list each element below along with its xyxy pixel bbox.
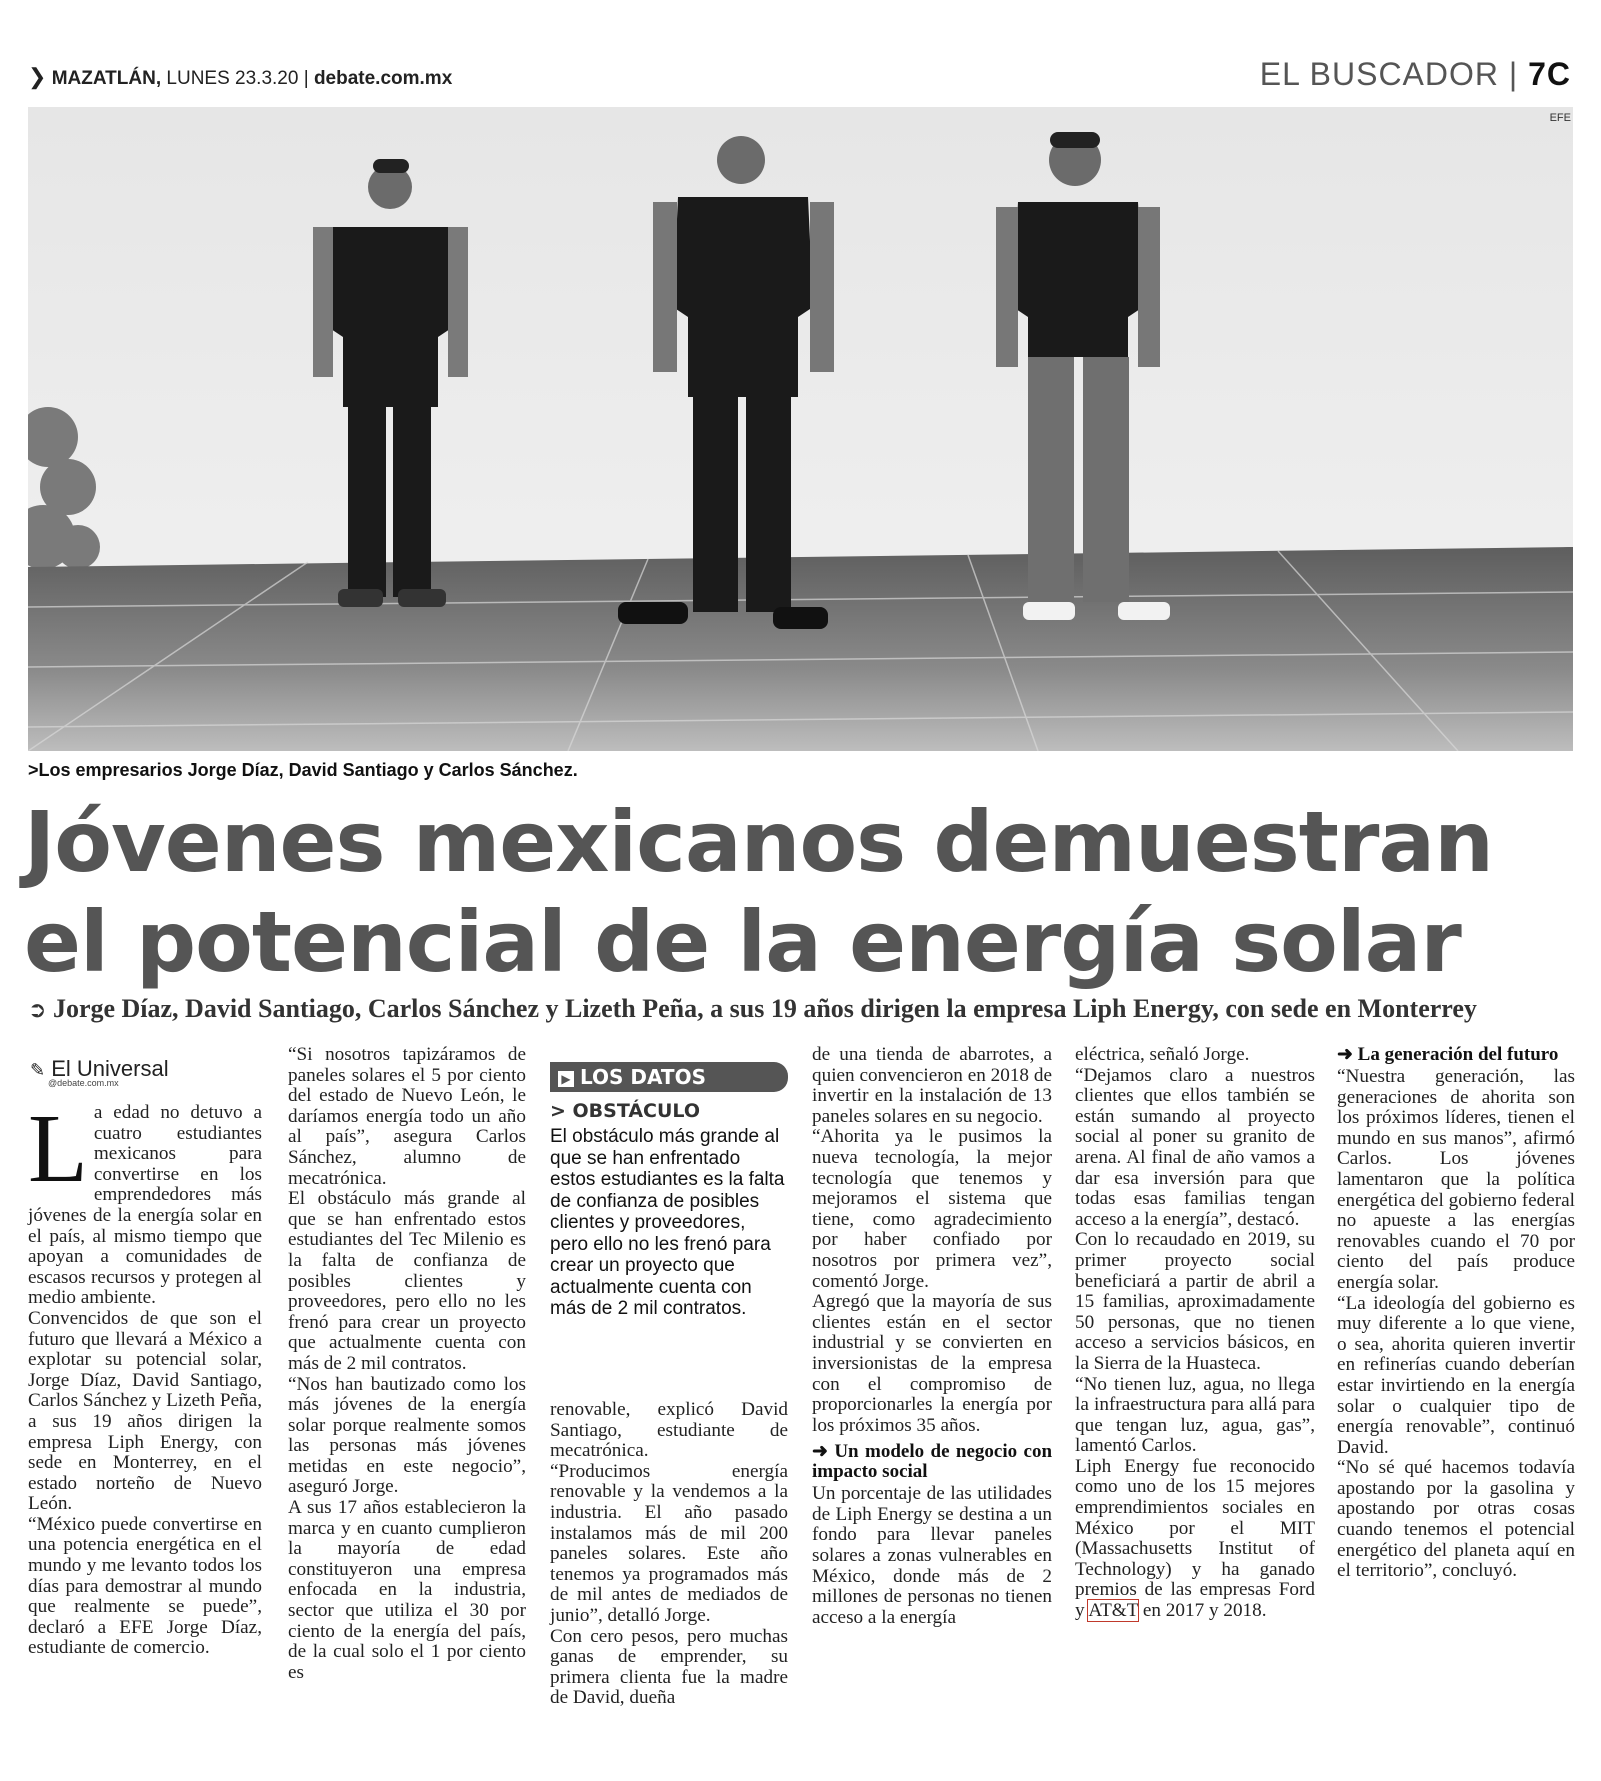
section-subhead [1337,1045,1575,1065]
paragraph: Convencidos de que son el futuro que llevará a México a explotar su potencial solar, Jorge Díaz, David Santiago, Carlos Sánchez y Lizeth Peña, a sus 19 años dirigen la empresa Liph Energy, con sede en Monterrey, en el estado norteño de Nuevo León. [28,1307,262,1515]
article-column-1 [28,1095,262,1659]
lead-photo [28,107,1573,751]
att-link[interactable]: AT&T [1088,1600,1139,1622]
page-header-right [1260,56,1571,93]
headline-line-1: Jóvenes mexicanos demuestran [24,793,1493,891]
header-divider: | [303,68,309,89]
header-city: MAZATLÁN, [51,68,162,89]
paragraph: “Nuestra generación, las generaciones de ahorita son los próximos líderes, tienen el mundo en sus manos”, afirmó Carlos. Los jóvenes lamentaron que la política energética del gobierno federal no apueste a las energías renovables cuando el 70 por ciento del país produce energía solar. [1337,1066,1575,1293]
feather-logo-icon: ✎ [30,1060,46,1080]
paragraph: “Ahorita ya le pusimos la nueva tecnología, la mejor tecnología que tenemos y mejoramos el sistema que tiene, como agradecimiento por haber confiado por nosotros por primera vez”, comentó Jorge. [812,1126,1052,1292]
paragraph-text: a edad no detuvo a cuatro estudiantes mexicanos para convertirse en los emprendedores más jóvenes de la energía solar en el país, al mismo tiempo que apoyan a comunidades de escasos recursos y protegen al medio ambiente. [28,1102,262,1309]
facts-text: El obstáculo más grande al que se han enfrentado estos estudiantes es la falta de confianza de posibles clientes y proveedores, pero ello no les frenó para crear un proyecto que actualmente cuenta con más de 2 mil contratos. [550,1126,785,1319]
photo-credit: EFE [1549,112,1571,124]
section-subhead-text: La generación del futuro [1357,1044,1559,1065]
header-site: debate.com.mx [313,68,453,89]
article-column-4 [812,1045,1052,1628]
article-column-2 [288,1045,526,1683]
paragraph [1075,1457,1315,1622]
paragraph: Con cero pesos, pero muchas ganas de emprender, su primera clienta fue la madre de David, dueña [550,1625,788,1709]
facts-tab-label: LOS DATOS [580,1065,706,1089]
section-name: EL BUSCADOR [1259,56,1499,92]
article-column-6 [1337,1045,1575,1582]
paragraph-text: Liph Energy fue reconocido como uno de los 15 mejores emprendimientos sociales en México por el MIT (Massachusetts Institut of Technology) y ha ganado premios de las empresas Ford y [1075,1455,1315,1622]
page-header-left [28,64,452,90]
feather-logo-icon: ❯ [28,64,47,89]
paragraph: de una tienda de abarrotes, a quien convencieron en 2018 de invertir en la instalación de 13 paneles solares en su negocio. [812,1044,1052,1127]
paragraph: “Si nosotros tapizáramos de paneles solares el 5 por ciento del estado de Nuevo León, le daríamos energía todo un año al país”, asegura Carlos Sánchez, alumno de mecatrónica. [288,1044,526,1189]
paragraph: “Nos han bautizado como los más jóvenes de la energía solar porque realmente somos las personas más jóvenes metidas en este negocio”, aseguró Jorge. [288,1373,526,1498]
paragraph: “Producimos energía renovable y la vendemos a la industria. El año pasado instalamos más de mil 200 paneles solares. Este año tenemos ya programados más de mil antes de mediados de junio”, detalló Jorge. [550,1460,788,1626]
photo-caption: >Los empresarios Jorge Díaz, David Santiago y Carlos Sánchez. [28,760,578,780]
paragraph: “No sé qué hacemos todavía apostando por la gasolina y apostando por otras cosas cuando tenemos el potencial energético del planeta aquí en el territorio”, concluyó. [1337,1457,1575,1582]
paragraph: Agregó que la mayoría de sus clientes están en el sector industrial y se convierten en inversionistas de la empresa con el compromiso de proporcionarles la energía por los próximos 35 años. [812,1291,1052,1436]
page-number: 7C [1528,56,1571,92]
header-date: LUNES 23.3.20 [166,68,299,89]
section-subhead [812,1442,1052,1482]
arrow-right-icon: ➜ [1337,1044,1353,1065]
arrow-right-icon: ➜ [812,1441,828,1463]
subheadline [28,994,1477,1024]
paragraph: El obstáculo más grande al que se han enfrentado estos estudiantes del Tec Milenio es la falta de confianza de posibles clientes y proveedores, pero ello no les frenó para crear un proyecto que actualmente cuenta con más de 2 mil contratos. [288,1188,526,1374]
headline [24,792,1584,992]
facts-box [550,1062,788,1320]
paragraph-text: en 2017 y 2018. [1142,1600,1267,1622]
paragraph: renovable, explicó David Santiago, estudiante de mecatrónica. [550,1399,788,1462]
paragraph [28,1095,262,1309]
drop-cap: L [28,1095,88,1203]
paragraph: “La ideología del gobierno es muy diferente a lo que viene, o sea, ahorita quieren invertir en refinerías cuando deberían estar invirtiendo en la energía solar o cualquier tipo de energía renovable”, continuó David. [1337,1292,1575,1458]
article-column-3 [550,1400,788,1709]
section-subhead-text: Un modelo de negocio con impacto social [812,1441,1053,1483]
source-sub: @debate.com.mx [48,1078,119,1088]
paragraph: “Dejamos claro a nuestros clientes que ellos también se están sumando al proyecto social al poner su granito de arena. Al final de año vamos a dar esa inversión para que todas esas familias tengan acceso a la energía”, destacó. [1075,1064,1315,1230]
paragraph: A sus 17 años establecieron la marca y en cuanto cumplieron la mayoría de edad constituyeron una empresa enfocada en la industria, sector que utiliza el 30 por ciento de la energía del país, de la cual solo el 1 por ciento es [288,1497,526,1683]
paragraph: “No tienen luz, agua, no llega la infraestructura para allá para que tengan luz, agua, gas”, lamentó Carlos. [1075,1373,1315,1457]
section-divider: | [1508,56,1519,92]
source-name: El Universal [51,1056,169,1081]
paragraph: eléctrica, señaló Jorge. [1075,1044,1250,1065]
article-column-5 [1075,1045,1315,1622]
facts-tab [550,1062,788,1092]
paragraph: “México puede convertirse en una potencia energética en el mundo y me levanto todos los días para demostrar al mundo que realmente se puede”, declaró a EFE Jorge Díaz, estudiante de comercio. [28,1513,262,1659]
paragraph: Con lo recaudado en 2019, su primer proyecto social beneficiará a partir de abril a 15 familias, aproximadamente 50 personas, que no tienen acceso a servicios básicos, en la Sierra de la Huasteca. [1075,1229,1315,1374]
headline-line-2: el potencial de la energía solar [24,893,1461,991]
subheadline-text: Jorge Díaz, David Santiago, Carlos Sánchez y Lizeth Peña, a sus 19 años dirigen la empresa Liph Energy, con sede en Monterrey [52,994,1477,1023]
arrow-circle-icon: ➲ [28,998,47,1023]
arrow-right-icon: ▶ [558,1071,574,1087]
facts-heading: > OBSTÁCULO [550,1100,700,1122]
paragraph: Un porcentaje de las utilidades de Liph Energy se destina a un fondo para llevar paneles solares a zonas vulnerables en México, donde más de 2 millones de personas no tienen acceso a la energía [812,1483,1052,1628]
